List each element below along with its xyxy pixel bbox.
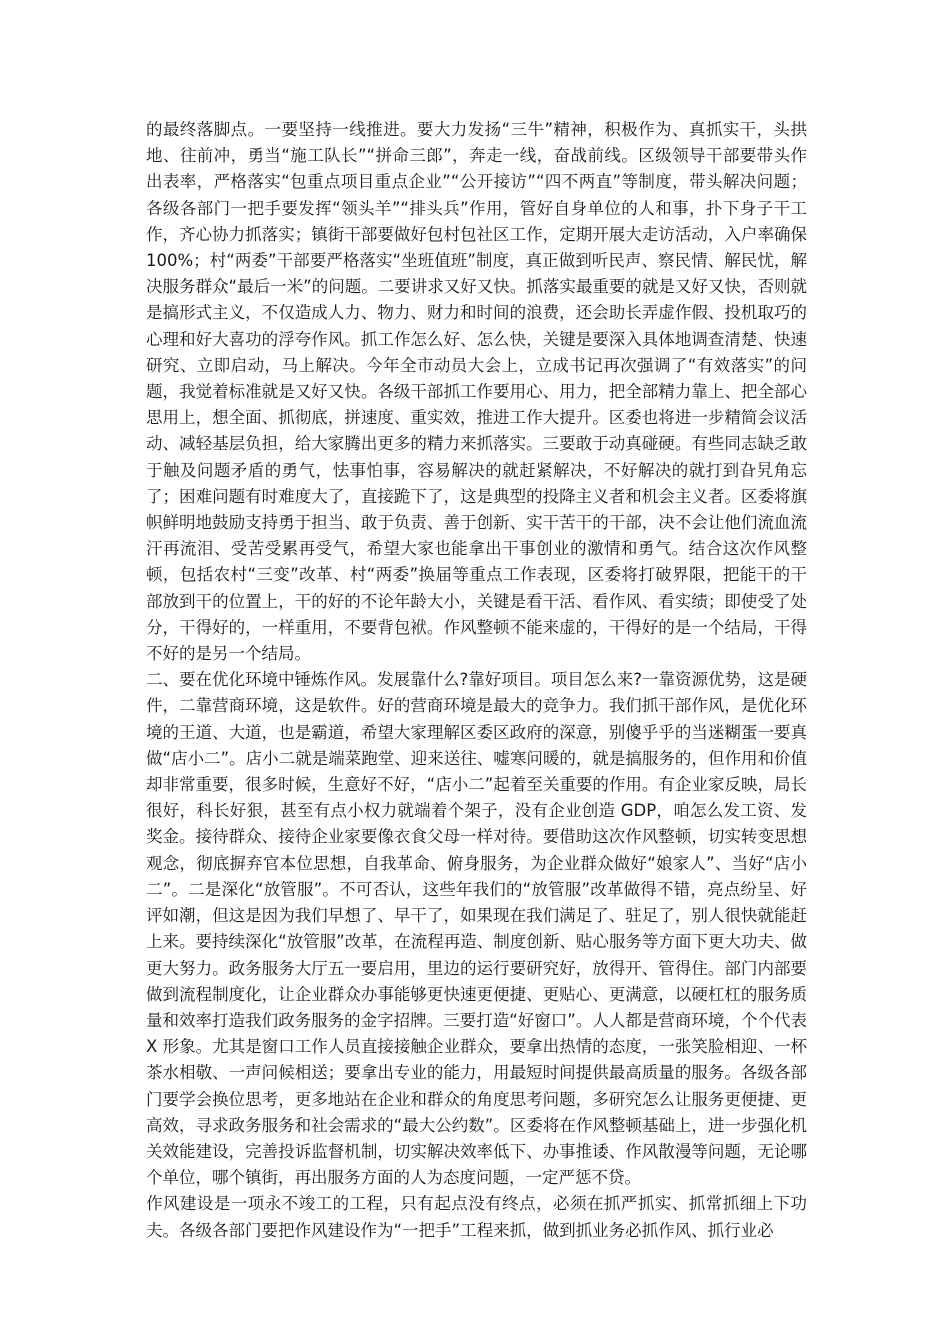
paragraph-environment: 二、要在优化环境中锤炼作风。发展靠什么?靠好项目。项目怎么来?一靠资源优势，这是硬件，二靠营商环境，这是软件。好的营商环境是最大的竞争力。我们抓干部作风，是优化环境的王道、大道，也是霸道，希望大家理解区委区政府的深意，别傻乎乎的当迷糊蛋一要真做“店小二”。店小二就是端菜跑堂、迎来送往、嘘寒问暖的，就是搞服务的，但作用和价值却非常重要，很多时候，生意好不好，“店小二”起着至关重要的作用。有企业家反映，局长很好，科长好狠，甚至有点小权力就端着个架子，没有企业创造 GDP，咱怎么发工资、发奖金。接待群众、接待企业家要像衣食父母一样对待。要借助这次作风整顿，切实转变思想观念，彻底摒弃官本位思想，自我革命、俯身服务，为企业群众做好“娘家人”、当好“店小二”。二是深化“放管服”。不可否认，这些年我们的“放管服”改革做得不错，亮点纷呈、好评如潮，但这是因为我们早想了、早干了，如果现在我们满足了、驻足了，别人很快就能赶上来。要持续深化“放管服”改革，在流程再造、制度创新、贴心服务等方面下更大功夫、做更大努力。政务服务大厅五一要启用，里边的运行要研究好，放得开、管得住。部门内部要做到流程制度化，让企业群众办事能够更快速更便捷、更贴心、更满意，以硬杠杠的服务质量和效率打造我们政务服务的金字招牌。三要打造“好窗口”。人人都是营商环境，个个代表 X 形象。尤其是窗口工作人员直接接触企业群众，要拿出热情的态度，一张笑脸相迎、一杯茶水相敬、一声问候相送；要拿出专业的能力，用最短时间提供最高质量的服务。各级各部门要学会换位思考，更多地站在企业和群众的角度思考问题，多研究怎么让服务更便捷、更高效，寻求政务服务和社会需求的“最大公约数”。区委将在作风整顿基础上，进一步强化机关效能建设，完善投诉监督机制，切实解决效率低下、办事推诿、作风散漫等问题，无论哪个单位，哪个镇街，再出服务方面的人为态度问题，一定严惩不贷。 (146, 670, 808, 1188)
paragraph-conclusion: 作风建设是一项永不竣工的工程，只有起点没有终点，必须在抓严抓实、抓常抓细上下功夫。各级各部门要把作风建设作为“一把手”工程来抓，做到抓业务必抓作风、抓行业必 (146, 1194, 807, 1240)
document-body (146, 117, 807, 1244)
paragraph-implementation: 的最终落脚点。一要坚持一线推进。要大力发扬“三牛”精神，积极作为、真抓实干，头拱地、往前冲，勇当“施工队长”“拼命三郎”，奔走一线，奋战前线。区级领导干部要带头作出表率，严格落实“包重点项目重点企业”“公开接访”“四不两直”等制度，带头解决问题；各级各部门一把手要发挥“领头羊”“排头兵”作用，管好自身单位的人和事，扑下身子干工作，齐心协力抓落实；镇街干部要做好包村包社区工作，定期开展大走访活动，入户率确保 100%；村“两委”干部要严格落实“坐班值班”制度，真正做到听民声、察民情、解民忧，解决服务群众“最后一米”的问题。二要讲求又好又快。抓落实最重要的就是又好又快，否则就是搞形式主义，不仅造成人力、物力、财力和时间的浪费，还会助长弄虚作假、投机取巧的心理和好大喜功的浮夸作风。抓工作怎么好、怎么快，关键是要深入具体地调查清楚、快速研究、立即启动，马上解决。今年全市动员大会上，立成书记再次强调了“有效落实”的问题，我觉着标准就是又好又快。各级干部抓工作要用心、用力，把全部精力靠上、把全部心思用上，想全面、抓彻底，拼速度、重实效，推进工作大提升。区委也将进一步精简会议活动、减轻基层负担，给大家腾出更多的精力来抓落实。三要敢于动真碰硬。有些同志缺乏敢于触及问题矛盾的勇气，怯事怕事，容易解决的就赶紧解决，不好解决的就打到旮旯角忘了；困难问题有时难度大了，直接跪下了，这是典型的投降主义者和机会主义者。区委将旗帜鲜明地鼓励支持勇于担当、敢于负责、善于创新、实干苦干的干部，决不会让他们流血流汗再流泪、受苦受累再受气，希望大家也能拿出干事创业的激情和勇气。结合这次作风整顿，包括农村“三变”改革、村“两委”换届等重点工作表现，区委将打破界限，把能干的干部放到干的位置上，干的好的不论年龄大小，关键是看干活、看作风、看实绩；即使受了处分，干得好的，一样重用，不要背包袱。作风整顿不能来虚的，干得好的是一个结局，干得不好的是另一个结局。 (146, 120, 807, 664)
